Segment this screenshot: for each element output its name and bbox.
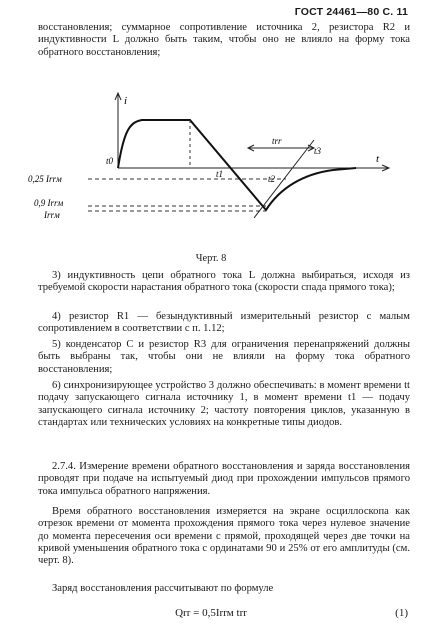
list-item-5: 5) конденсатор C и резистор R3 для ограничения перенапряжений должны быть выбраны так, чтобы они не влияли на форму тока обратного восстановления; — [38, 339, 410, 375]
label-t0: t0 — [106, 156, 114, 166]
label-t1: t1 — [216, 169, 224, 179]
y-axis-label: i — [124, 95, 128, 107]
current-waveform — [118, 120, 356, 210]
label-level-09: 0,9 Irrм — [34, 198, 64, 208]
label-t3: t3 — [314, 146, 322, 156]
paragraph-time: Время обратного восстановления измеряется на экране осциллоскопа как отрезок времени от момента прохождения прямого тока через нулевое значение до момента пересечения оси времени с прямой, проходящей через две точки на кривой уменьшения обратного тока с ординатами 90 и 25% от его амплитуды (см. черт. 8). — [38, 506, 410, 567]
waveform-figure — [18, 90, 410, 250]
formula: Qrr = 0,5Irrм trr — [175, 607, 247, 619]
list-item-6: 6) синхронизирующее устройство 3 должно обеспечивать: в момент времени tt подачу запускающего сигнала источнику 1, в момент времени t1 — подачу запускающего сигнала источнику 2; частоту повторения циклов, указанную в стандартах или технических условиях на конкретные типы диодов. — [38, 380, 410, 428]
figure-caption: Черт. 8 — [195, 253, 227, 264]
list-item-3: 3) индуктивность цепи обратного тока L должна выбираться, исходя из требуемой скорости нарастания обратного тока (скорости спада прямого тока); — [38, 270, 410, 294]
label-trr: trr — [272, 136, 282, 146]
label-level-irrm: Irrм — [44, 210, 60, 220]
x-axis-label: t — [376, 153, 380, 165]
section-274: 2.7.4. Измерение времени обратного восстановления и заряда восстановления проводят при подаче на испытуемый диод при прохождении импульсов прямого тока импульса обратного напряжения. — [38, 461, 410, 497]
label-level-025: 0,25 Irrм — [28, 174, 62, 184]
list-item-4: 4) резистор R1 — безындуктивный измерительный резистор с малым сопротивлением в соответствии с п. 1.12; — [38, 311, 410, 335]
page-header: ГОСТ 24461—80 С. 11 — [294, 6, 408, 18]
formula-number: (1) — [395, 607, 408, 619]
paragraph-charge: Заряд восстановления рассчитывают по формуле — [52, 583, 274, 594]
intro-paragraph: восстановления; суммарное сопротивление источника 2, резистора R2 и индуктивности L должно быть таким, чтобы оно не влияло на форму тока обратного восстановления; — [38, 22, 410, 58]
label-t2: t2 — [268, 174, 276, 184]
